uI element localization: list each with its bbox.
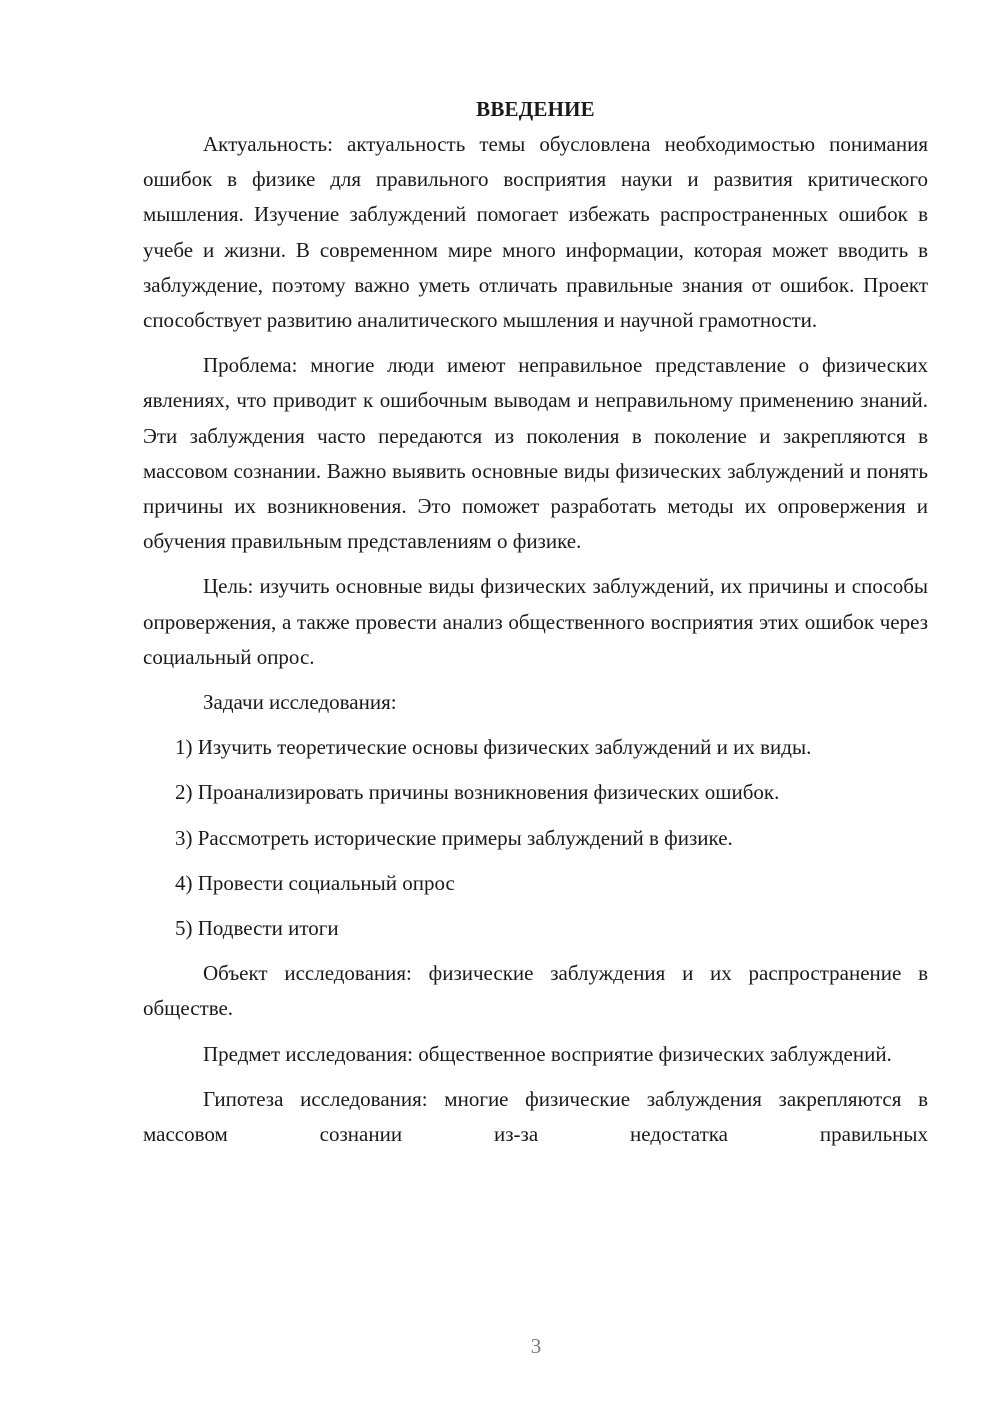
task-item-2: 2) Проанализировать причины возникновения физических ошибок. (175, 780, 780, 805)
subject-paragraph: Предмет исследования: общественное восприятие физических заблуждений. (203, 1041, 892, 1066)
task-item-3: 3) Рассмотреть исторические примеры заблуждений в физике. (175, 825, 733, 850)
tasks-title: Задачи исследования: (203, 690, 397, 715)
relevance-paragraph: Актуальность: актуальность темы обусловлена необходимостью понимания ошибок в физике для правильного восприятия науки и развития критического мышления. Изучение заблуждений помогает избежать распространенных ошибок в учебе и жизни. В современном мире много информации, которая может вводить в заблуждение, поэтому важно уметь отличать правильные знания от ошибок. Проект способствует развитию аналитического мышления и научной грамотности. (143, 132, 928, 333)
section-heading: ВВЕДЕНИЕ (476, 97, 595, 121)
goal-paragraph: Цель: изучить основные виды физических заблуждений, их причины и способы опровержения, а также провести анализ общественного восприятия этих ошибок через социальный опрос. (143, 574, 928, 669)
object-paragraph: Объект исследования: физические заблуждения и их распространение в обществе. (143, 961, 928, 1021)
problem-paragraph: Проблема: многие люди имеют неправильное представление о физических явлениях, что приводит к ошибочным выводам и неправильному применению знаний. Эти заблуждения часто передаются из поколения в поколение и закрепляются в массовом сознании. Важно выявить основные виды физических заблуждений и понять причины их возникновения. Это поможет разработать методы их опровержения и обучения правильным представлениям о физике. (143, 353, 928, 554)
page-number: 3 (530, 1334, 542, 1358)
task-item-5: 5) Подвести итоги (175, 916, 339, 941)
task-item-4: 4) Провести социальный опрос (175, 870, 455, 895)
task-item-1: 1) Изучить теоретические основы физических заблуждений и их виды. (175, 735, 812, 760)
document-page (143, 92, 928, 1152)
hypothesis-paragraph: Гипотеза исследования: многие физические заблуждения закрепляются в массовом сознании из-за недостатка правильных (143, 1086, 928, 1147)
